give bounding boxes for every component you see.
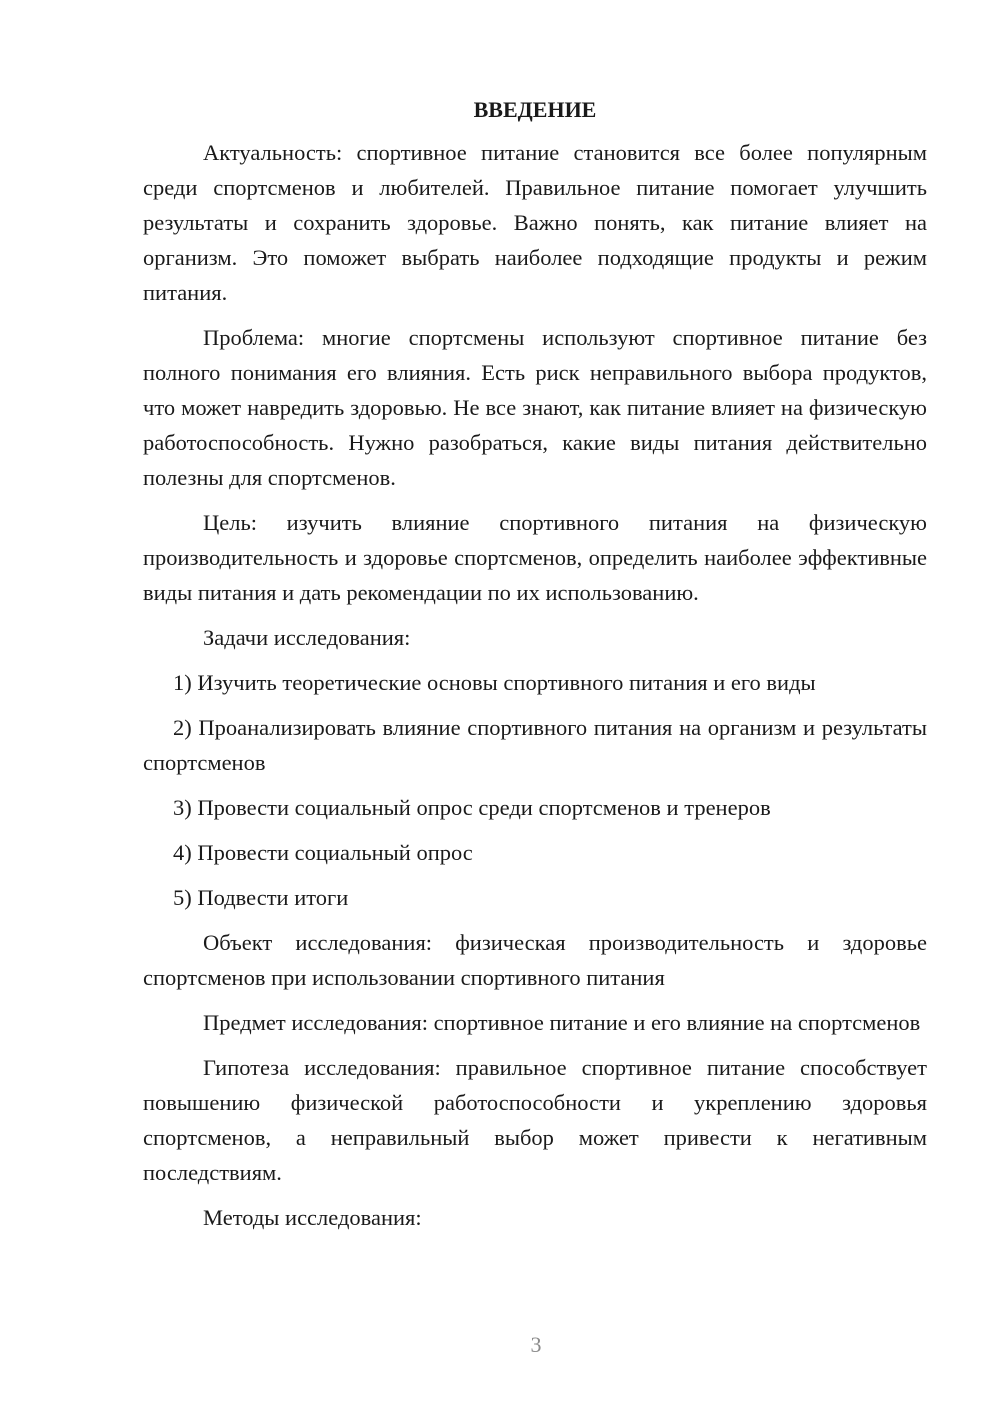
subject-paragraph: Предмет исследования: спортивное питание и его влияние на спортсменов [203, 1010, 921, 1035]
object-paragraph: Объект исследования: физическая производительность и здоровье спортсменов при использовании спортивного питания [143, 930, 927, 990]
relevance-paragraph: Актуальность: спортивное питание становится все более популярным среди спортсменов и любителей. Правильное питание помогает улучшить результаты и сохранить здоровье. Важно понять, как питание влияет на организм. Это поможет выбрать наиболее подходящие продукты и режим питания. [143, 140, 927, 305]
hypothesis-paragraph: Гипотеза исследования: правильное спортивное питание способствует повышению физической работоспособности и укреплению здоровья спортсменов, а неправильный выбор может привести к негативным последствиям. [143, 1055, 927, 1185]
tasks-heading: Задачи исследования: [203, 625, 411, 650]
task-item-2: 2) Проанализировать влияние спортивного питания на организм и результаты спортсменов [143, 715, 927, 775]
page-number: 3 [530, 1332, 542, 1357]
problem-paragraph: Проблема: многие спортсмены используют спортивное питание без полного понимания его влияния. Есть риск неправильного выбора продуктов, что может навредить здоровью. Не все знают, как питание влияет на физическую работоспособность. Нужно разобраться, какие виды питания действительно полезны для спортсменов. [143, 325, 927, 490]
task-item-4: 4) Провести социальный опрос [173, 840, 473, 865]
page-content [143, 92, 927, 1245]
goal-paragraph: Цель: изучить влияние спортивного питания на физическую производительность и здоровье спортсменов, определить наиболее эффективные виды питания и дать рекомендации по их использованию. [143, 510, 927, 605]
task-item-3: 3) Провести социальный опрос среди спортсменов и тренеров [173, 795, 771, 820]
task-item-5: 5) Подвести итоги [173, 885, 349, 910]
methods-heading: Методы исследования: [203, 1205, 422, 1230]
section-title: ВВЕДЕНИЕ [473, 97, 597, 122]
task-item-1: 1) Изучить теоретические основы спортивного питания и его виды [173, 670, 816, 695]
